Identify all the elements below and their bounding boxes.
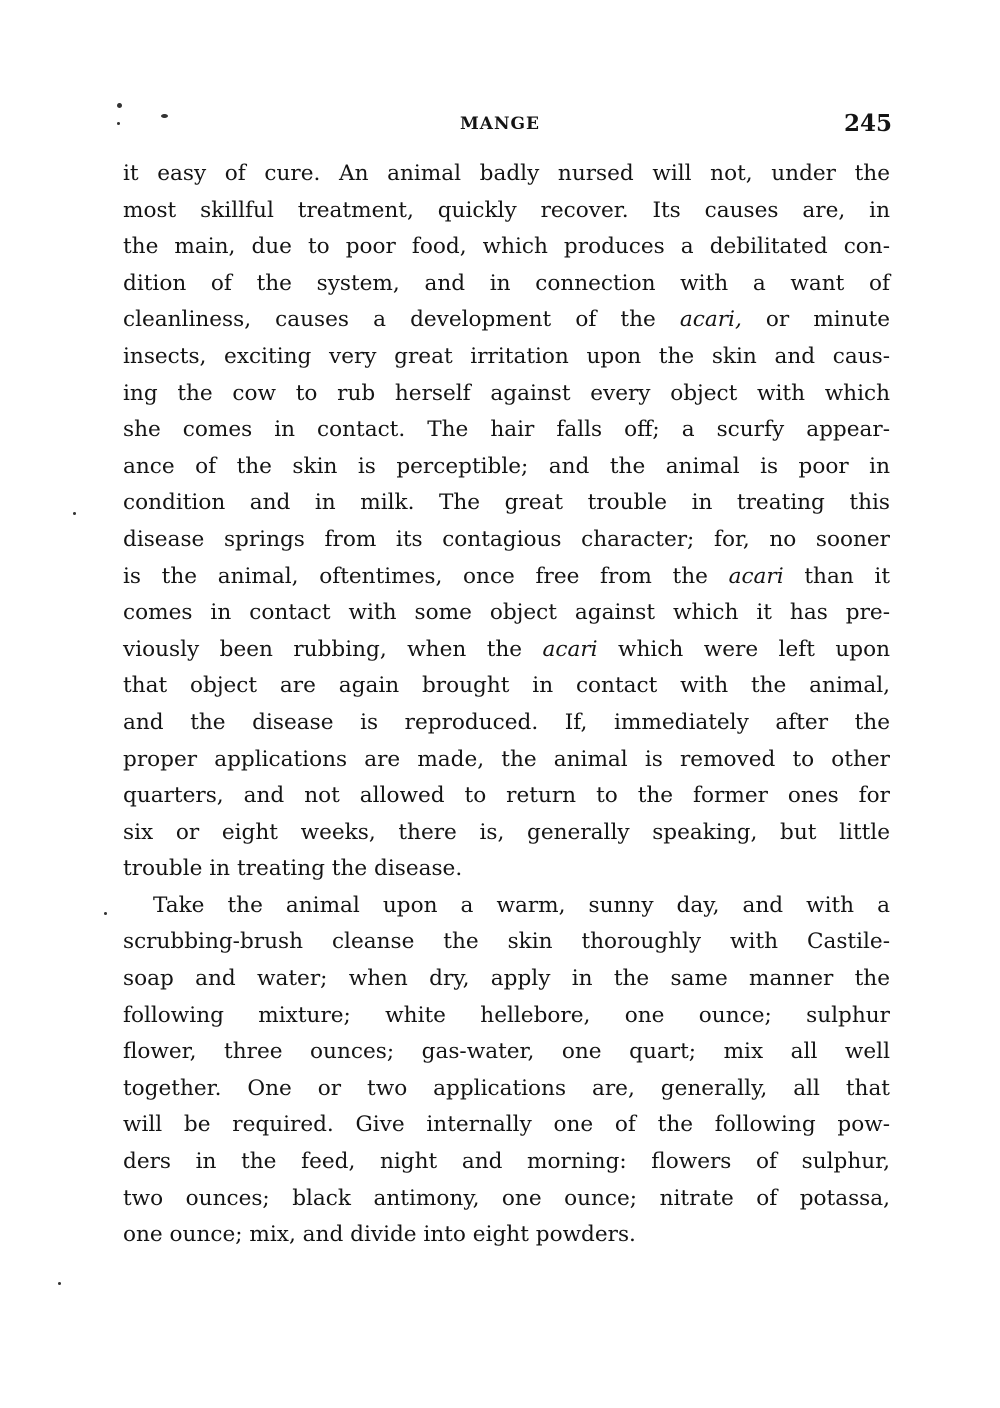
text-line bbox=[123, 998, 890, 1035]
text-line bbox=[123, 1181, 890, 1218]
text-line bbox=[123, 1107, 890, 1144]
text-run: viously been rubbing, when the bbox=[123, 636, 543, 662]
text-run: quarters, and not allowed to return to the former ones for bbox=[123, 783, 890, 809]
text-run: disease springs from its contagious character; for, no sooner bbox=[123, 526, 890, 552]
text-line bbox=[123, 1217, 890, 1254]
italic-term: acari bbox=[728, 563, 784, 589]
italic-term: acari, bbox=[679, 307, 742, 333]
text-run: dition of the system, and in connection with a want of bbox=[123, 270, 890, 296]
text-line bbox=[123, 193, 890, 230]
text-run: insects, exciting very great irritation upon the skin and caus- bbox=[123, 343, 890, 369]
text-line bbox=[123, 924, 890, 961]
text-line bbox=[123, 412, 890, 449]
text-run: it easy of cure. An animal badly nursed will not, under the bbox=[123, 161, 890, 186]
text-run: that object are again brought in contact with the animal, bbox=[123, 673, 890, 699]
scan-speck bbox=[161, 114, 168, 118]
text-run: than it bbox=[783, 563, 890, 589]
page-number: 245 bbox=[844, 110, 893, 137]
text-line bbox=[123, 156, 890, 193]
scan-speck bbox=[117, 103, 122, 108]
paragraph-2 bbox=[123, 888, 890, 1254]
text-run: proper applications are made, the animal is removed to other bbox=[123, 746, 890, 772]
text-run: comes in contact with some object against which it has pre- bbox=[123, 600, 890, 626]
body-text bbox=[123, 156, 890, 1254]
text-run: flower, three ounces; gas-water, one quart; mix all well bbox=[123, 1039, 890, 1065]
scan-speck bbox=[117, 122, 120, 125]
text-line bbox=[123, 705, 890, 742]
text-run: one ounce; mix, and divide into eight powders. bbox=[123, 1222, 636, 1248]
paragraph-1 bbox=[123, 156, 890, 888]
text-run: following mixture; white hellebore, one ounce; sulphur bbox=[123, 1002, 890, 1028]
text-run: is the animal, oftentimes, once free from the bbox=[123, 563, 729, 589]
text-run: and the disease is reproduced. If, immediately after the bbox=[123, 709, 890, 735]
text-run: ance of the skin is perceptible; and the animal is poor in bbox=[123, 453, 890, 479]
text-line bbox=[123, 815, 890, 852]
text-run: six or eight weeks, there is, generally speaking, but little bbox=[123, 819, 890, 845]
text-line bbox=[123, 376, 890, 413]
text-line bbox=[123, 1034, 890, 1071]
text-line bbox=[123, 266, 890, 303]
text-line bbox=[123, 522, 890, 559]
text-line bbox=[123, 302, 890, 339]
text-line bbox=[123, 229, 890, 266]
text-run: she comes in contact. The hair falls off; a scurfy appear- bbox=[123, 417, 890, 443]
italic-term: acari bbox=[542, 636, 598, 662]
text-line bbox=[123, 449, 890, 486]
text-run: will be required. Give internally one of the following pow- bbox=[123, 1112, 890, 1138]
text-line bbox=[123, 1071, 890, 1108]
text-line bbox=[123, 742, 890, 779]
running-head: MANGE bbox=[459, 114, 541, 134]
text-run: Take the animal upon a warm, sunny day, and with a bbox=[153, 892, 890, 918]
text-run: together. One or two applications are, generally, all that bbox=[123, 1075, 890, 1101]
text-line bbox=[123, 668, 890, 705]
text-run: two ounces; black antimony, one ounce; nitrate of potassa, bbox=[123, 1185, 890, 1211]
text-line bbox=[123, 595, 890, 632]
text-line bbox=[123, 632, 890, 669]
text-run: cleanliness, causes a development of the bbox=[123, 307, 680, 333]
text-run: condition and in milk. The great trouble in treating this bbox=[123, 490, 890, 516]
text-run: ders in the feed, night and morning: flowers of sulphur, bbox=[123, 1149, 890, 1175]
text-run: ing the cow to rub herself against every object with which bbox=[123, 380, 890, 406]
text-line bbox=[123, 778, 890, 815]
text-line bbox=[123, 851, 890, 888]
text-line bbox=[123, 339, 890, 376]
scan-speck bbox=[73, 512, 76, 515]
text-run: trouble in treating the disease. bbox=[123, 856, 463, 882]
text-run: soap and water; when dry, apply in the same manner the bbox=[123, 966, 890, 992]
text-run: scrubbing-brush cleanse the skin thoroughly with Castile- bbox=[123, 929, 890, 955]
text-run: most skillful treatment, quickly recover. Its causes are, in bbox=[123, 197, 890, 223]
text-run: the main, due to poor food, which produces a debilitated con- bbox=[123, 234, 890, 260]
scan-speck bbox=[58, 1282, 61, 1285]
text-run: which were left upon bbox=[597, 636, 890, 662]
text-line bbox=[123, 1144, 890, 1181]
text-line bbox=[123, 888, 890, 925]
text-line bbox=[123, 559, 890, 596]
text-run: or minute bbox=[741, 307, 890, 333]
text-line bbox=[123, 961, 890, 998]
scan-speck bbox=[104, 912, 107, 915]
text-line bbox=[123, 485, 890, 522]
